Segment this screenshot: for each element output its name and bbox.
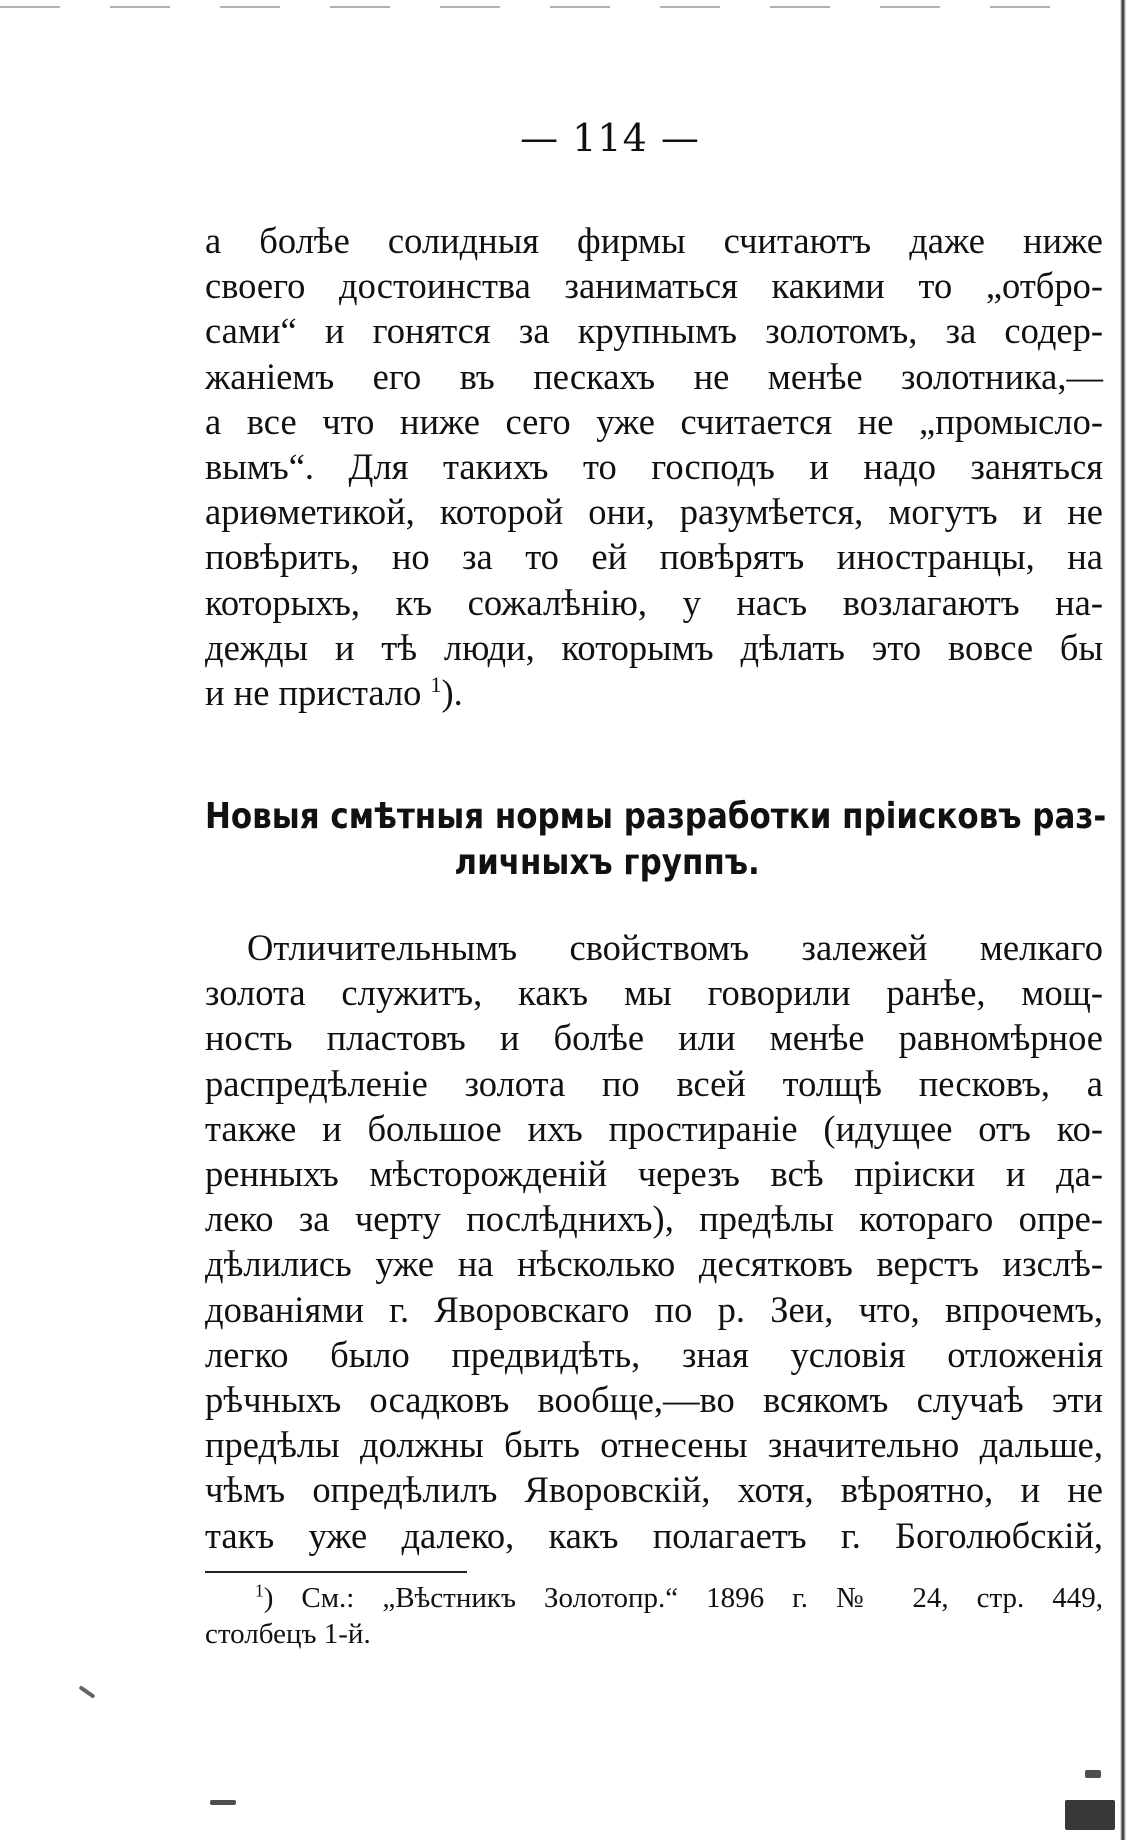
text-line: леко за черту послѣднихъ), предѣлы котораго опре- — [205, 1198, 1103, 1240]
footnote-divider — [205, 1571, 467, 1573]
text-line: дованіями г. Яворовскаго по р. Зеи, что, впрочемъ, — [205, 1288, 1103, 1330]
footnote-reference: 1 — [430, 671, 442, 697]
footnote-text: ) См.: „Вѣстникъ Золотопр.“ 1896 г. № 24, стр. 449, — [263, 1582, 1103, 1614]
heading-line-2: личныхъ группъ. — [454, 842, 760, 883]
scan-edge-right — [1120, 0, 1126, 1840]
scan-smudge — [1065, 1800, 1115, 1830]
text-line-content: и не пристало — [205, 672, 422, 714]
text-line: чѣмъ опредѣлилъ Яворовскій, хотя, вѣроятно, и не — [205, 1469, 1103, 1511]
text-line: предѣлы должны быть отнесены значительно дальше, — [205, 1424, 1103, 1466]
text-line: ариѳметикой, которой они, разумѣется, могутъ и не — [205, 491, 1103, 533]
heading-line-1: Новыя смѣтныя нормы разработки пріисковъ раз- — [205, 796, 1107, 837]
text-line: повѣрить, но за то ей повѣрятъ иностранцы, на — [205, 536, 1103, 578]
text-line: легко было предвидѣть, зная условія отложенія — [205, 1333, 1103, 1375]
text-line: жаніемъ его въ пескахъ не менѣе золотника,— — [205, 355, 1103, 397]
text-line: а болѣе солидныя фирмы считаютъ даже ниже — [205, 220, 1103, 261]
text-line: дежды и тѣ люди, которымъ дѣлать это вовсе бы — [205, 626, 1103, 668]
paragraph-1 — [205, 218, 1103, 715]
text-line: такъ уже далеко, какъ полагаетъ г. Боголюбскій, — [205, 1514, 1103, 1556]
footnote-line-2: столбецъ 1-й. — [205, 1618, 371, 1650]
footnote-line-1 — [205, 1580, 1103, 1616]
text-line: рѣчныхъ осадковъ вообще,—во всякомъ случаѣ эти — [205, 1379, 1103, 1421]
text-line: которыхъ, къ сожалѣнію, у насъ возлагаютъ на- — [205, 581, 1103, 623]
text-line: золота служитъ, какъ мы говорили ранѣе, мощ- — [205, 972, 1103, 1014]
text-line: а все что ниже сего уже считается не „промысло- — [205, 400, 1103, 442]
footnote-marker: 1 — [255, 1580, 264, 1601]
text-line: вымъ“. Для такихъ то господъ и надо заняться — [205, 446, 1103, 488]
text-line: сами“ и гонятся за крупнымъ золотомъ, за содер- — [205, 310, 1103, 352]
section-heading — [205, 794, 1107, 886]
paragraph-2 — [205, 925, 1103, 1558]
text-line: своего достоинства заниматься какими то „отбро- — [205, 265, 1103, 307]
text-line: распредѣленіе золота по всей толщѣ песковъ, а — [205, 1062, 1103, 1104]
page-number: — 114 — — [520, 116, 700, 160]
scan-smudge — [78, 1685, 95, 1699]
text-line: также и большое ихъ простираніе (идущее отъ ко- — [205, 1107, 1103, 1149]
text-line: ренныхъ мѣсторожденій черезъ всѣ пріиски и да- — [205, 1153, 1103, 1195]
text-line: дѣлились уже на нѣсколько десятковъ верстъ изслѣ- — [205, 1243, 1103, 1285]
text-line-end: ). — [441, 672, 463, 714]
footnote — [205, 1580, 1103, 1652]
scan-edge-top — [0, 6, 1100, 8]
scan-smudge — [1085, 1770, 1101, 1778]
text-line: ность пластовъ и болѣе или менѣе равномѣрное — [205, 1017, 1103, 1059]
text-line-last — [205, 670, 1103, 715]
scan-smudge — [210, 1800, 236, 1805]
text-line-indented: Отличительнымъ свойствомъ залежей мелкаго — [247, 927, 1103, 968]
